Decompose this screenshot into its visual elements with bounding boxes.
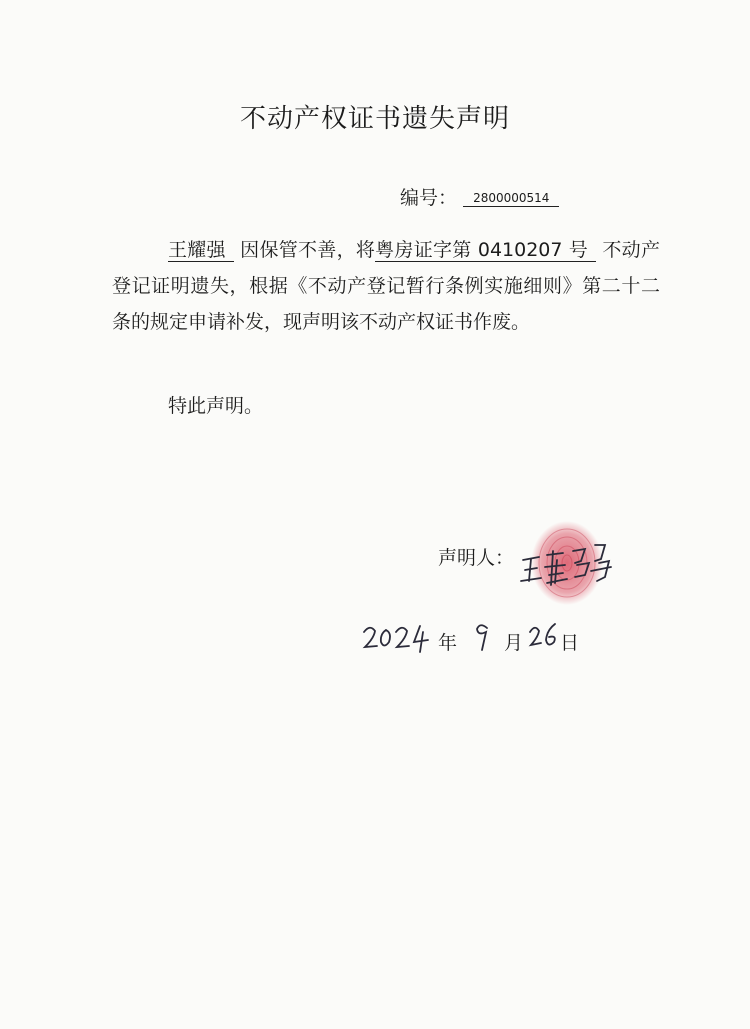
statement-text-1: 因保管不善，将 <box>240 239 376 261</box>
signature-with-fingerprint <box>505 515 625 605</box>
number-value: 2800000514 <box>463 190 559 207</box>
declarant-label: 声明人： <box>438 547 515 569</box>
statement-text-2: 不动产登记证明遗失，根据《不动产登记暂行条例实施细则》第二十二条的规定申请补发，现声明该不动产权证书作废。 <box>112 239 660 333</box>
fingerprint-seal <box>531 521 603 605</box>
owner-name: 王耀强 <box>168 239 234 262</box>
statement-body <box>112 232 660 340</box>
signature-date <box>360 612 600 662</box>
handwritten-day <box>528 618 562 654</box>
handwritten-month <box>472 618 494 654</box>
certificate-number: 粤房证字第 0410207 号 <box>375 239 596 262</box>
day-char: 日 <box>560 632 580 654</box>
document-title: 不动产权证书遗失声明 <box>239 104 510 134</box>
number-label: 编号： <box>400 187 458 209</box>
year-char: 年 <box>438 632 458 654</box>
document-number-line <box>400 183 559 210</box>
closing-statement: 特此声明。 <box>168 395 264 417</box>
handwritten-year <box>360 620 432 656</box>
month-char: 月 <box>504 632 524 654</box>
